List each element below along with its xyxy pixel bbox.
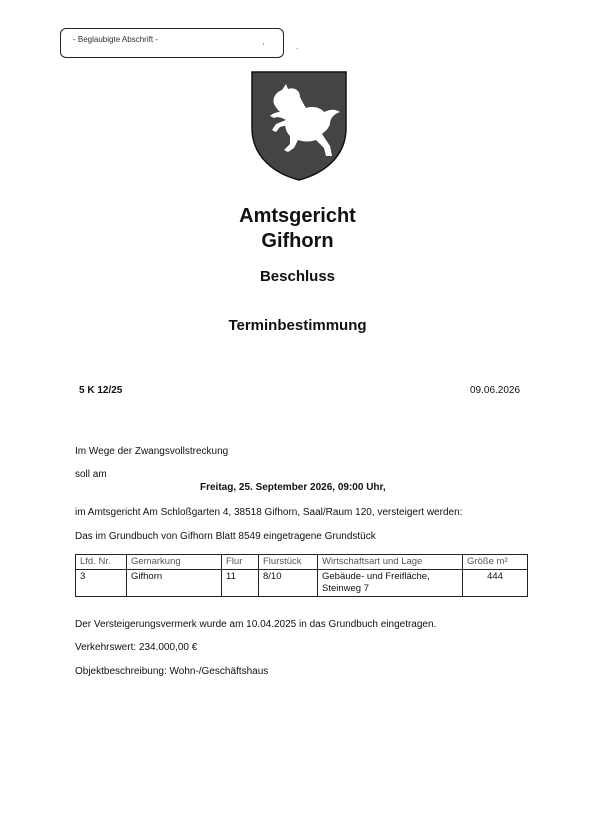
registration-note: Der Versteigerungsvermerk wurde am 10.04.2025 in das Grundbuch eingetragen. bbox=[75, 619, 437, 630]
header-flurstueck: Flurstück bbox=[259, 555, 318, 570]
certified-copy-stamp bbox=[60, 28, 284, 58]
cell-wirtschaftsart-line1: Gebäude- und Freifläche, bbox=[322, 571, 430, 582]
stamp-text: - Beglaubigte Abschrift - bbox=[73, 35, 158, 44]
cell-wirtschaftsart bbox=[318, 570, 463, 597]
soll-am-text: soll am bbox=[75, 469, 107, 480]
document-type: Beschluss bbox=[259, 268, 336, 285]
document-date: 09.06.2026 bbox=[470, 385, 521, 396]
cell-flurstueck: 8/10 bbox=[259, 570, 318, 597]
market-value: Verkehrswert: 234.000,00 € bbox=[75, 642, 198, 653]
header-flur: Flur bbox=[222, 555, 259, 570]
object-description: Objektbeschreibung: Wohn-/Geschäftshaus bbox=[75, 666, 269, 677]
stamp-dot: . bbox=[296, 42, 299, 51]
intro-text: Im Wege der Zwangsvollstreckung bbox=[75, 446, 229, 457]
table-row bbox=[76, 570, 528, 597]
appointment-date: Freitag, 25. September 2026, 09:00 Uhr, bbox=[200, 482, 386, 493]
subject: Terminbestimmung bbox=[228, 317, 367, 334]
cell-lfd-nr: 3 bbox=[76, 570, 127, 597]
header-groesse: Größe m² bbox=[463, 555, 528, 570]
property-intro-text: Das im Grundbuch von Gifhorn Blatt 8549 eingetragene Grundstück bbox=[75, 531, 376, 542]
court-name-line1: Amtsgericht bbox=[239, 205, 356, 227]
location-text: im Amtsgericht Am Schloßgarten 4, 38518 Gifhorn, Saal/Raum 120, versteigert werden: bbox=[75, 507, 463, 518]
horse-coat-of-arms-icon bbox=[250, 70, 348, 182]
header-lfd-nr: Lfd. Nr. bbox=[76, 555, 127, 570]
stamp-mark: ' bbox=[263, 42, 265, 51]
court-name-line2: Gifhorn bbox=[261, 230, 334, 252]
cell-groesse: 444 bbox=[463, 570, 528, 597]
cell-wirtschaftsart-line2: Steinweg 7 bbox=[322, 583, 370, 594]
property-table bbox=[75, 554, 528, 597]
header-gemarkung: Gemarkung bbox=[127, 555, 222, 570]
case-number: 5 K 12/25 bbox=[79, 385, 123, 396]
table-header-row bbox=[76, 555, 528, 570]
cell-flur: 11 bbox=[222, 570, 259, 597]
header-wirtschaftsart: Wirtschaftsart und Lage bbox=[318, 555, 463, 570]
cell-gemarkung: Gifhorn bbox=[127, 570, 222, 597]
